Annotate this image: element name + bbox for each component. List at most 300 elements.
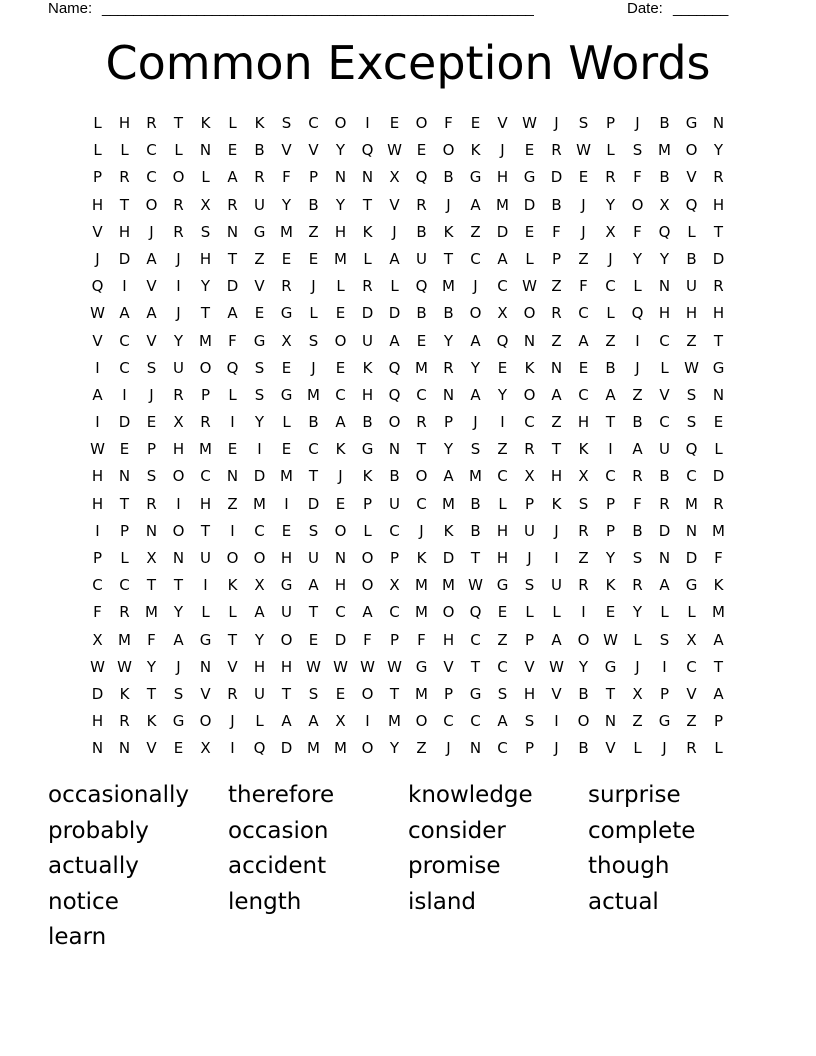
grid-letter: Q [253,739,266,758]
grid-letter: J [581,222,586,241]
grid-letter: J [581,195,586,214]
grid-letter: Y [173,331,184,350]
grid-letter: Z [470,222,481,241]
grid-letter: V [146,331,157,350]
grid-letter: U [659,440,670,459]
grid-letter: J [554,739,559,758]
name-label: Name: [48,0,93,17]
grid-letter: I [203,576,208,595]
grid-letter: K [227,576,238,595]
grid-letter: U [362,331,373,350]
grid-letter: J [662,739,667,758]
grid-letter: Y [335,141,346,160]
grid-letter: E [254,304,265,323]
grid-letter: O [334,114,347,132]
grid-letter: K [578,440,589,459]
grid-letter: R [632,576,643,595]
grid-letter: L [309,304,318,323]
grid-letter: A [713,684,724,703]
grid-letter: K [605,576,616,595]
grid-letter: Z [632,712,643,731]
grid-letter: A [227,168,238,187]
grid-letter: V [227,657,238,676]
grid-letter: G [469,168,482,187]
grid-letter: H [280,549,293,567]
grid-letter: X [389,168,400,187]
grid-letter: C [470,249,481,268]
grid-letter: W [522,277,537,296]
grid-letter: H [496,549,509,567]
grid-letter: B [605,358,616,377]
grid-letter: H [550,467,563,486]
grid-letter: R [686,739,697,758]
grid-letter: N [226,467,239,486]
grid-letter: L [660,603,669,622]
grid-letter: V [443,657,454,676]
grid-letter: Z [551,331,562,350]
grid-letter: P [308,168,319,187]
grid-letter: D [712,249,725,268]
grid-letter: A [470,195,481,214]
grid-letter: E [308,249,319,268]
grid-letter: A [551,630,562,649]
grid-letter: D [442,549,455,567]
grid-letter: T [389,684,400,703]
grid-letter: I [95,521,100,540]
grid-letter: P [659,684,670,703]
grid-letter: O [145,195,158,214]
grid-letter: V [605,739,616,758]
grid-letter: Q [361,141,374,160]
grid-letter: Z [605,331,616,350]
grid-letter: Y [254,630,265,649]
grid-letter: T [308,603,319,622]
grid-letter: W [549,657,564,676]
grid-letter: F [282,168,291,187]
grid-letter: N [469,739,482,758]
grid-letter: L [714,440,723,459]
grid-letter: S [308,521,319,540]
grid-letter: L [633,277,642,296]
grid-letter: Q [685,440,698,459]
grid-letter: R [713,494,724,513]
grid-letter: U [308,549,319,567]
grid-letter: S [173,684,184,703]
grid-letter: S [254,358,265,377]
grid-letter: E [281,358,292,377]
grid-letter: D [253,467,266,486]
grid-letter: V [524,657,535,676]
grid-letter: T [200,521,211,540]
grid-letter: C [416,385,427,404]
grid-letter: L [282,413,291,432]
grid-letter: X [92,630,103,649]
grid-letter: H [496,168,509,187]
grid-letter: B [416,304,427,323]
grid-letter: K [362,358,373,377]
word-list-item: actually [48,853,139,879]
grid-letter: C [389,521,400,540]
grid-letter: L [228,385,237,404]
grid-letter: S [632,549,643,567]
grid-letter: J [149,385,154,404]
grid-letter: V [389,195,400,214]
grid-letter: P [119,521,130,540]
grid-letter: Z [551,277,562,296]
grid-letter: H [442,630,455,649]
date-field[interactable]: _______ [673,0,728,17]
grid-letter: W [333,657,348,676]
grid-letter: C [146,168,157,187]
grid-letter: U [173,358,184,377]
grid-letter: I [554,549,559,567]
grid-letter: O [469,304,482,323]
grid-letter: G [685,576,698,595]
grid-letter: O [334,331,347,350]
grid-letter: B [659,114,670,132]
grid-letter: D [226,277,239,296]
grid-letter: K [443,521,454,540]
grid-letter: N [658,277,671,296]
grid-letter: R [146,114,157,132]
grid-letter: G [712,358,725,377]
grid-letter: F [552,222,561,241]
grid-letter: E [497,603,508,622]
grid-letter: S [254,385,265,404]
word-list-item: surprise [588,782,681,808]
grid-letter: Q [226,358,239,377]
grid-letter: Q [631,304,644,323]
grid-letter: N [118,467,131,486]
grid-letter: L [687,222,696,241]
grid-letter: A [281,712,292,731]
grid-letter: O [226,549,239,567]
grid-letter: M [658,141,671,160]
word-list-item: though [588,853,670,879]
grid-letter: A [389,331,400,350]
grid-letter: R [524,440,535,459]
word-list-item: knowledge [408,782,533,808]
word-list-item: occasionally [48,782,189,808]
grid-letter: E [416,331,427,350]
grid-letter: J [527,549,532,567]
grid-letter: X [281,331,292,350]
grid-letter: U [686,277,697,296]
grid-letter: B [443,168,454,187]
grid-letter: L [120,549,129,567]
grid-letter: Q [658,222,671,241]
grid-letter: E [524,141,535,160]
grid-letter: V [92,331,103,350]
grid-letter: T [416,440,427,459]
grid-letter: P [92,549,103,567]
grid-letter: E [308,630,319,649]
grid-letter: A [605,385,616,404]
grid-letter: O [388,413,401,432]
grid-letter: P [443,413,454,432]
grid-letter: F [417,630,426,649]
grid-letter: R [146,494,157,513]
grid-letter: I [230,739,235,758]
grid-letter: G [280,304,293,323]
grid-letter: V [146,739,157,758]
grid-letter: E [281,440,292,459]
grid-letter: C [605,277,616,296]
grid-letter: E [389,114,400,132]
grid-letter: E [335,494,346,513]
grid-letter: T [146,684,157,703]
grid-letter: R [605,168,616,187]
grid-letter: V [200,684,211,703]
grid-letter: M [415,603,428,622]
grid-letter: V [281,141,292,160]
letter-grid [84,110,732,763]
grid-letter: J [635,657,640,676]
grid-letter: N [145,521,158,540]
grid-letter: L [498,494,507,513]
grid-letter: H [361,385,374,404]
grid-letter: M [415,684,428,703]
grid-letter: U [551,576,562,595]
grid-letter: U [389,494,400,513]
grid-letter: C [335,385,346,404]
grid-letter: P [362,494,373,513]
grid-letter: J [608,249,613,268]
grid-letter: B [551,195,562,214]
grid-letter: O [172,168,185,187]
grid-letter: C [497,277,508,296]
grid-letter: G [172,712,185,731]
grid-letter: O [631,195,644,214]
grid-letter: Y [713,141,724,160]
grid-letter: X [173,413,184,432]
grid-letter: R [551,304,562,323]
grid-letter: S [659,630,670,649]
grid-letter: D [118,249,131,268]
grid-letter: H [658,304,671,323]
grid-letter: J [473,413,478,432]
grid-letter: W [522,114,537,132]
grid-letter: O [172,521,185,540]
grid-letter: L [120,141,129,160]
grid-letter: W [360,657,375,676]
grid-letter: L [93,114,102,132]
grid-letter: S [281,114,292,132]
grid-letter: J [230,712,235,731]
grid-letter: G [199,630,212,649]
grid-letter: R [578,521,589,540]
grid-letter: M [442,494,455,513]
grid-letter: N [388,440,401,459]
grid-letter: G [523,168,536,187]
grid-letter: R [281,277,292,296]
grid-letter: T [713,331,724,350]
grid-letter: Y [659,249,670,268]
grid-letter: A [497,249,508,268]
grid-letter: M [496,195,509,214]
grid-letter: S [200,222,211,241]
grid-letter: I [581,603,586,622]
grid-letter: Z [227,494,238,513]
date-label: Date: [627,0,663,17]
grid-letter: A [470,385,481,404]
grid-letter: J [149,222,154,241]
grid-letter: B [578,739,589,758]
grid-letter: C [389,603,400,622]
grid-letter: Q [469,603,482,622]
grid-letter: S [578,494,589,513]
grid-letter: F [147,630,156,649]
word-list-item: promise [408,853,501,879]
grid-letter: X [254,576,265,595]
grid-letter: U [281,603,292,622]
grid-letter: W [684,358,699,377]
grid-letter: I [608,440,613,459]
grid-letter: W [576,141,591,160]
grid-letter: T [713,222,724,241]
grid-letter: X [146,549,157,567]
grid-letter: V [254,277,265,296]
grid-letter: T [713,657,724,676]
grid-letter: C [200,467,211,486]
word-list-item: island [408,888,477,915]
grid-letter: B [362,413,373,432]
grid-letter: A [119,304,130,323]
grid-letter: I [257,440,262,459]
grid-letter: W [90,657,105,676]
grid-letter: O [361,576,374,595]
grid-letter: O [577,712,590,731]
grid-letter: T [200,304,211,323]
grid-letter: T [362,195,373,214]
grid-letter: M [442,576,455,595]
grid-letter: I [176,277,181,296]
grid-letter: J [176,249,181,268]
grid-letter: X [335,712,346,731]
grid-letter: L [552,603,561,622]
grid-letter: M [388,712,401,731]
grid-letter: L [201,603,210,622]
grid-letter: S [146,358,157,377]
word-list-item: actual [588,888,659,915]
grid-letter: T [227,630,238,649]
grid-letter: L [363,249,372,268]
grid-letter: T [470,657,481,676]
grid-letter: W [387,141,402,160]
word-list-item: consider [408,817,506,844]
grid-letter: F [579,277,588,296]
grid-letter: G [658,712,671,731]
grid-letter: M [199,440,212,459]
grid-letter: M [334,739,347,758]
grid-letter: Y [254,413,265,432]
grid-letter: A [578,331,589,350]
grid-letter: L [525,603,534,622]
grid-letter: O [523,385,536,404]
grid-letter: S [686,413,697,432]
grid-letter: W [468,576,483,595]
grid-letter: D [523,195,536,214]
grid-letter: J [554,521,559,540]
grid-letter: B [578,684,589,703]
grid-letter: V [497,114,508,132]
grid-letter: B [659,467,670,486]
grid-letter: L [390,277,399,296]
grid-letter: F [93,603,102,622]
grid-letter: Y [335,195,346,214]
grid-letter: K [470,141,481,160]
grid-letter: S [578,114,589,132]
grid-letter: H [523,684,536,703]
worksheet-header [48,0,768,20]
grid-letter: T [551,440,562,459]
grid-letter: N [334,549,347,567]
name-field[interactable]: _______________________________________________________ [102,0,534,17]
grid-letter: Z [578,549,589,567]
grid-letter: C [146,141,157,160]
grid-letter: E [578,168,589,187]
grid-letter: C [119,576,130,595]
grid-letter: X [200,195,211,214]
grid-letter: D [388,304,401,323]
grid-letter: N [658,549,671,567]
grid-letter: E [335,304,346,323]
grid-letter: H [496,521,509,540]
grid-letter: F [633,494,642,513]
grid-letter: J [554,114,559,132]
grid-letter: G [415,657,428,676]
grid-letter: A [659,576,670,595]
grid-letter: T [605,684,616,703]
grid-letter: R [119,168,130,187]
grid-letter: V [659,385,670,404]
grid-letter: E [335,684,346,703]
grid-letter: B [389,467,400,486]
grid-letter: H [91,467,104,486]
grid-letter: A [308,576,319,595]
grid-letter: K [146,712,157,731]
grid-letter: J [473,277,478,296]
grid-letter: H [199,249,212,268]
grid-letter: A [173,630,184,649]
grid-letter: C [470,712,481,731]
grid-letter: D [496,222,509,241]
grid-letter: B [308,195,319,214]
grid-letter: V [686,684,697,703]
grid-letter: A [632,440,643,459]
grid-letter: Z [497,440,508,459]
grid-letter: F [363,630,372,649]
grid-letter: R [200,413,211,432]
grid-letter: T [173,114,184,132]
grid-letter: L [633,630,642,649]
grid-letter: C [578,385,589,404]
grid-letter: J [392,222,397,241]
grid-letter: O [415,467,428,486]
grid-letter: R [227,195,238,214]
grid-letter: O [361,739,374,758]
grid-letter: E [227,440,238,459]
grid-letter: U [524,521,535,540]
grid-letter: Y [578,657,589,676]
grid-letter: L [687,603,696,622]
grid-letter: L [606,304,615,323]
grid-letter: C [416,494,427,513]
grid-letter: E [578,358,589,377]
grid-letter: T [605,413,616,432]
grid-letter: I [95,358,100,377]
grid-letter: P [524,630,535,649]
